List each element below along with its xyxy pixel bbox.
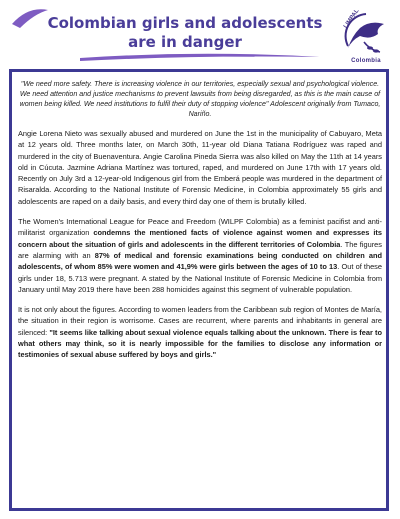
paragraph-3-bold-1: "It seems like talking about sexual violence equals talking about the unknown. There is fear to what others may think, so it is nearly impossible for the families to disclose any information or testimonies of sexual abuse suffered by boys and girls." [18,327,382,360]
brush-swash-bottom [80,52,320,62]
page-title: Colombian girls and adolescents are in danger [47,14,323,51]
paragraph-3-text-1: It is not only about the figures. According to women leaders from the Caribbean sub region of Montes de María, the situation in their region is worrisome. Cases are recurrent, where parents and inhabitants in general are silenced: [18,305,382,337]
paragraph-3 [18,304,382,360]
paragraph-2-bold-1: condemns the mentioned facts of violence against women and expresses its concern about the situation of girls and adolescents in the different territories of Colombia [18,228,382,249]
logo-arc-text: LIMPAL [343,8,361,30]
dove-olive-branch-icon [340,6,392,62]
logo-label: Colombia [351,58,381,64]
page-header [0,0,400,66]
paragraph-2-text-1: The Women's International League for Peace and Freedom (WILPF Colombia) as a feminist pacifist and anti-militarist organization [18,217,382,238]
paragraph-2-text-3: . Out of these girls under 18, 5.713 were pregnant. A stated by the National Institute of Forensic Medicine in Colombia from January until May 2019 there have been 288 homicides against this segment of vulnerable population. [18,262,382,294]
paragraph-2 [18,216,382,295]
opening-quote: "We need more safety. There is increasing violence in our territories, especially sexual and psychological violence. We need attention and justice mechanisms to prevent lawsuits from being disregarded, as this is the main cause of women being killed. We need institutions to fulfil their duty of stopping violence" Adolescent originally from Tumaco, Nariño. [19,80,381,118]
paragraph-1: Angie Lorena Nieto was sexually abused and murdered on June the 1st in the municipality of Cabuyaro, Meta at 12 years old. Three months later, on March 30th, 11-year old Diana Tatiana Rodríguez was raped and murdered in the city of Buenaventura. Angie Carolina Pineda Sierra was also killed on May the 11th at 14 years old in Cúcuta. Jazmine Adriana Martínez was tortured, raped, and murdered on June 17th with 17 years old. Recently on July 3rd a 12-year-old Indigenous girl from the Emberá people was murdered in the department of Risaralda. According to the National Institute of Forensic Medicine, in Colombia approximately 55 girls and adolescents are raped on a daily basis, and every third day one of them is brutally killed. [18,129,382,206]
paragraph-2-bold-2: 87% of medical and forensic examinations being conducted on children and adolescents, of whom 85% were women and 41,9% were girls between the ages of 10 to 13 [18,250,382,272]
article-body [18,79,382,370]
paragraph-2-text-2: . The figures are alarming with an [18,239,382,260]
